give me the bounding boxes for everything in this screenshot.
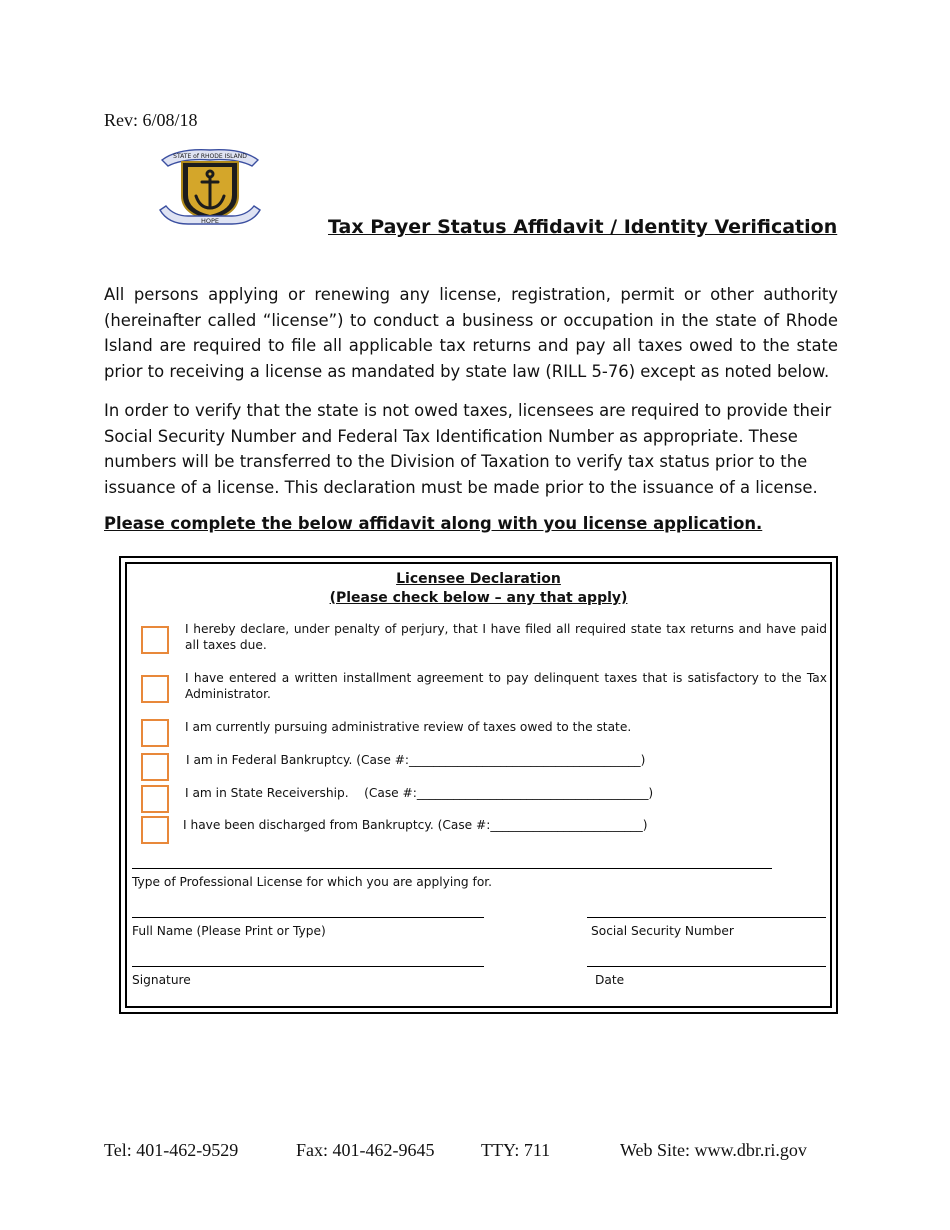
footer-tty: TTY: 711 xyxy=(481,1140,551,1160)
page-title: Tax Payer Status Affidavit / Identity Verification xyxy=(328,216,838,238)
declaration-box xyxy=(119,556,838,1014)
option-discharged-bankruptcy-label: I have been discharged from Bankruptcy. (Case #:_________________________) xyxy=(183,818,648,832)
checkbox-installment-agreement[interactable] xyxy=(141,675,169,703)
full-name-label: Full Name (Please Print or Type) xyxy=(132,924,326,938)
checkbox-federal-bankruptcy[interactable] xyxy=(141,753,169,781)
footer-telephone: Tel: 401-462-9529 xyxy=(104,1140,239,1160)
declaration-heading xyxy=(127,570,830,608)
date-label: Date xyxy=(595,973,625,987)
ssn-input-line[interactable] xyxy=(587,917,826,918)
option-filed-returns-label: I hereby declare, under penalty of perjury, that I have filed all required state tax returns and have paid all taxes due. xyxy=(185,622,827,652)
date-input-line[interactable] xyxy=(587,966,826,967)
option-state-receivership-label: I am in State Receivership. (Case #:______________________________________) xyxy=(185,786,654,800)
svg-text:STATE of RHODE ISLAND: STATE of RHODE ISLAND xyxy=(173,153,247,160)
declaration-inner-box xyxy=(125,562,832,1008)
ssn-label: Social Security Number xyxy=(591,924,734,938)
declaration-subtitle: (Please check below – any that apply) xyxy=(329,590,628,606)
option-federal-bankruptcy-label: I am in Federal Bankruptcy. (Case #:______________________________________) xyxy=(186,753,646,767)
revision-date: Rev: 6/08/18 xyxy=(104,110,198,130)
svg-text:HOPE: HOPE xyxy=(200,217,220,225)
full-name-input-line[interactable] xyxy=(132,917,484,918)
footer-website[interactable]: Web Site: www.dbr.ri.gov xyxy=(620,1140,807,1160)
checkbox-discharged-bankruptcy[interactable] xyxy=(141,816,169,844)
declaration-title: Licensee Declaration xyxy=(396,571,561,587)
verification-paragraph: In order to verify that the state is not owed taxes, licensees are required to provide their Social Security Number and Federal Tax Identification Number as appropriate. These numbers will be transferred to the Division of Taxation to verify tax status prior to the issuance of a license. This declaration must be made prior to the issuance of a license. xyxy=(104,401,832,497)
license-type-label: Type of Professional License for which you are applying for. xyxy=(132,875,493,889)
signature-label: Signature xyxy=(132,973,191,987)
signature-input-line[interactable] xyxy=(132,966,484,967)
license-type-input-line[interactable] xyxy=(132,868,772,869)
intro-paragraph: All persons applying or renewing any license, registration, permit or other authority (hereinafter called “license”) to conduct a business or occupation in the state of Rhode Island are required to file all applicable tax returns and pay all taxes owed to the state prior to receiving a license as mandated by state law (RILL 5-76) except as noted below. xyxy=(104,285,838,381)
checkbox-administrative-review[interactable] xyxy=(141,719,169,747)
rhode-island-seal-logo xyxy=(158,140,262,232)
option-installment-agreement-label: I have entered a written installment agreement to pay delinquent taxes that is satisfactory to the Tax Administrator. xyxy=(185,671,827,701)
footer-fax: Fax: 401-462-9645 xyxy=(296,1140,435,1160)
checkbox-state-receivership[interactable] xyxy=(141,785,169,813)
checkbox-filed-returns[interactable] xyxy=(141,626,169,654)
instruction-heading: Please complete the below affidavit along with you license application. xyxy=(104,514,763,533)
option-administrative-review-label: I am currently pursuing administrative review of taxes owed to the state. xyxy=(185,720,632,734)
